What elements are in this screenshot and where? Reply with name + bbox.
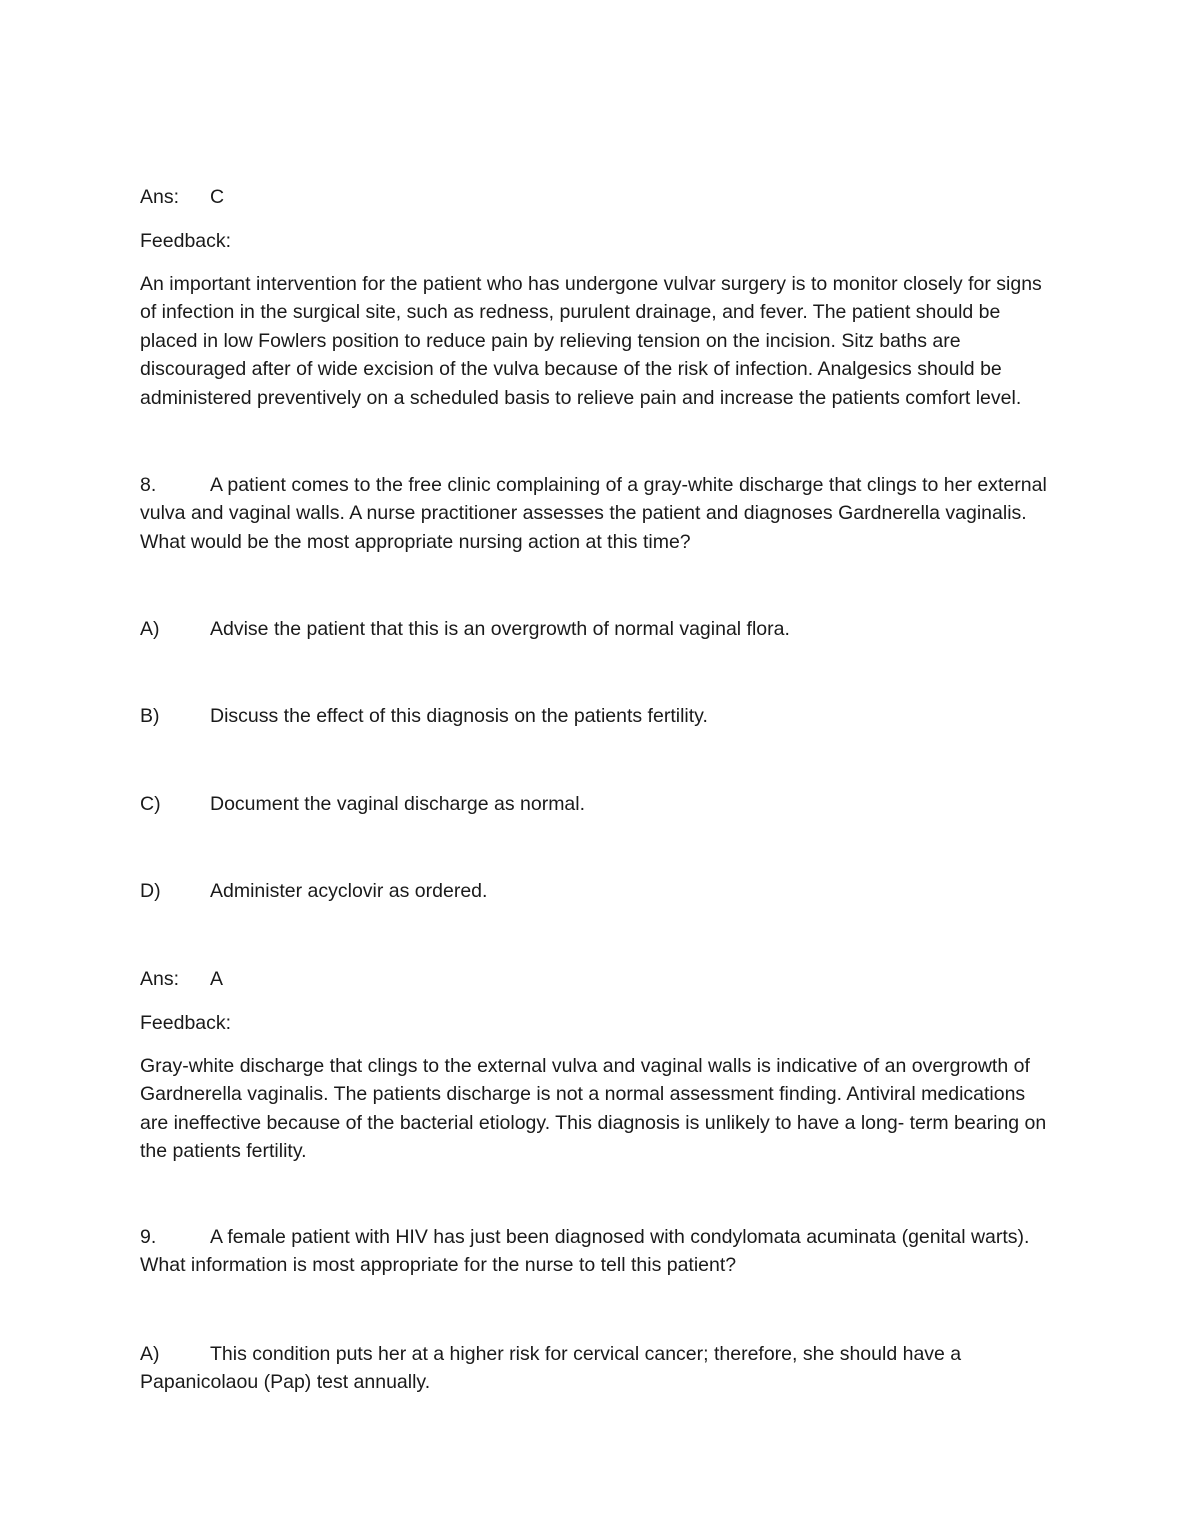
q8-option-b-text: Discuss the effect of this diagnosis on the patients fertility.	[210, 705, 708, 727]
q7-feedback-label: Feedback:	[140, 230, 232, 252]
q8-option-b-letter: B)	[140, 705, 160, 727]
q7-feedback-text: An important intervention for the patient who has undergone vulvar surgery is to monitor closely for signs of infection in the surgical site, such as redness, purulent drainage, and fever. The patient should be placed in low Fowlers position to reduce pain by relieving tension on the incision. Sitz baths are discouraged after of wide excision of the vulva because of the risk of infection. Analgesics should be administered preventively on a scheduled basis to relieve pain and increase the patients comfort level.	[140, 273, 1042, 409]
q8-question	[140, 471, 1050, 556]
q7-answer-value: C	[210, 186, 225, 208]
q8-answer-value: A	[210, 968, 224, 990]
q8-option-d-text: Administer acyclovir as ordered.	[210, 880, 488, 902]
q8-option-a-text: Advise the patient that this is an overgrowth of normal vaginal flora.	[210, 618, 790, 640]
q8-feedback-label: Feedback:	[140, 1012, 232, 1034]
q9-option-a-text: This condition puts her at a higher risk for cervical cancer; therefore, she should have a Papanicolaou (Pap) test annually.	[140, 1343, 962, 1394]
q7-answer-line	[140, 183, 224, 211]
q8-number: 8.	[140, 474, 157, 496]
q9-question-text: A female patient with HIV has just been diagnosed with condylomata acuminata (genital warts). What information is most appropriate for the nurse to tell this patient?	[140, 1226, 1030, 1277]
q8-option-c-text: Document the vaginal discharge as normal.	[210, 793, 586, 815]
q9-number: 9.	[140, 1226, 157, 1248]
q9-question	[140, 1223, 1050, 1280]
q8-option-b	[140, 702, 708, 730]
q7-answer-label: Ans:	[140, 186, 180, 208]
q8-option-d-letter: D)	[140, 880, 161, 902]
q8-option-c-letter: C)	[140, 793, 161, 815]
q8-option-a-letter: A)	[140, 618, 160, 640]
q8-answer-line	[140, 965, 223, 993]
q8-option-a	[140, 615, 790, 643]
q8-feedback-text: Gray-white discharge that clings to the external vulva and vaginal walls is indicative of an overgrowth of Gardnerella vaginalis. The patients discharge is not a normal assessment finding. Antiviral medications are ineffective because of the bacterial etiology. This diagnosis is unlikely to have a long- term bearing on the patients fertility.	[140, 1055, 1047, 1163]
q8-option-d	[140, 877, 487, 905]
q9-option-a-letter: A)	[140, 1343, 160, 1365]
q8-answer-label: Ans:	[140, 968, 180, 990]
q9-option-a	[140, 1340, 1050, 1397]
q8-question-text: A patient comes to the free clinic complaining of a gray-white discharge that clings to her external vulva and vaginal walls. A nurse practitioner assesses the patient and diagnoses Gardnerella vaginalis. What would be the most appropriate nursing action at this time?	[140, 474, 1047, 553]
q8-option-c	[140, 790, 585, 818]
